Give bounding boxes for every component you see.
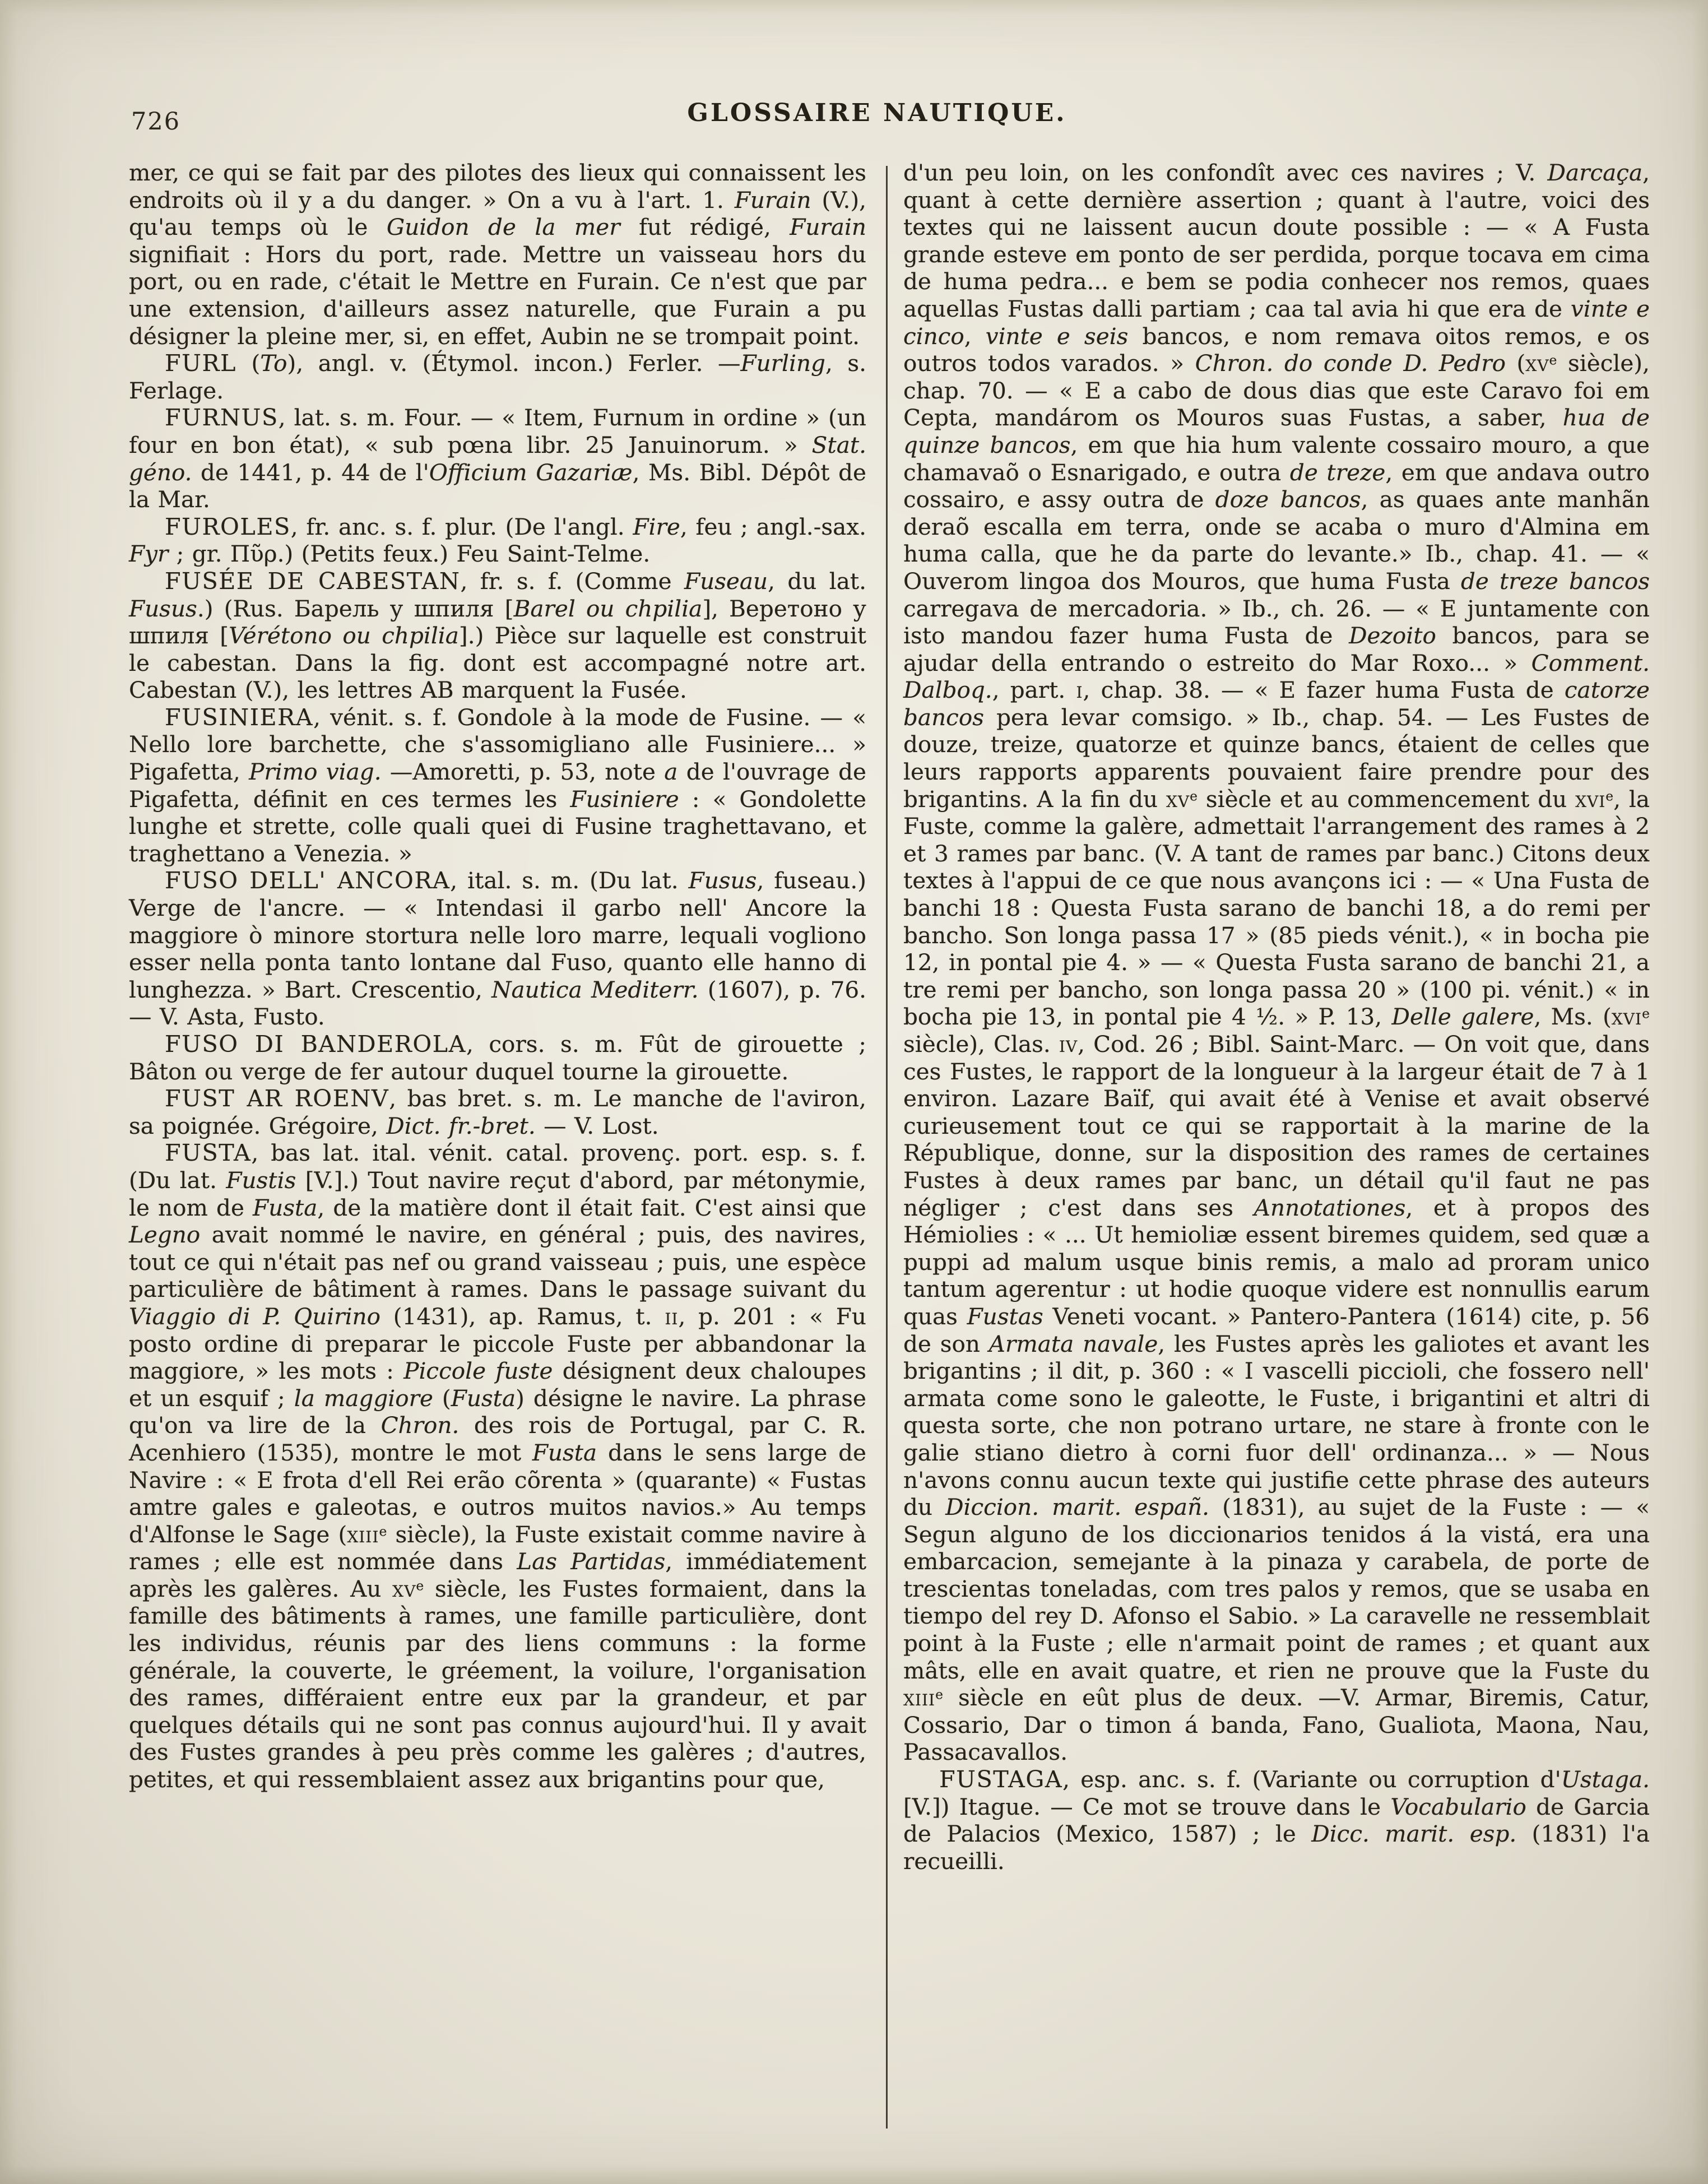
text-run: Furain	[734, 186, 811, 214]
text-run: xvi	[1611, 1003, 1642, 1031]
text-run: , fr. s. f. (Comme	[460, 567, 684, 595]
text-run: de Garcia de Palacios (Mexico, 1587) ; le	[903, 1793, 1650, 1848]
glossary-paragraph	[903, 159, 1650, 1766]
entry-headword: FUSO DELL' ANCORA	[165, 867, 451, 894]
text-run: : « Gondolette lunghe et strette, colle quali quei di Fusine traghettavano, et traghettano a Venezia. »	[129, 785, 866, 867]
text-run: bancos, e nom remava oitos remos, e os outros todos varados. »	[903, 322, 1650, 377]
text-run: Piccole fuste	[403, 1357, 553, 1385]
text-run: Nautica Mediterr.	[491, 976, 699, 1003]
text-run: doze bancos	[1215, 486, 1361, 513]
text-run: (1831), au sujet de la Fuste : — « Segun alguno de los diccionarios tenidos á la vistá, era una embarcacion, semejante à la pinaza y carabela, de porte de trescientas toneladas, com tres palos y remos, que se usaba en tiempo del rey D. Afonso el Sabio. » La caravelle ne ressemblait point à la Fuste ; elle n'armait point de rames ; et quant aux mâts, elle en avait quatre, et rien ne prouve que la Fuste du	[903, 1494, 1650, 1684]
text-run: Ustaga.	[1561, 1766, 1650, 1793]
text-run: e	[379, 1523, 387, 1539]
text-run: Fusus	[129, 595, 197, 622]
text-run: de l'ouvrage de Pigafetta, définit en ces termes les	[129, 758, 867, 813]
text-run: Dicc. marit. esp.	[1311, 1820, 1517, 1848]
entry-headword: FUSINIERA	[165, 703, 314, 731]
text-run: , em que hia hum valente cossairo mouro, a que chamavaõ o Esnarigado, e outra	[903, 431, 1650, 486]
text-run: de treze bancos	[1460, 567, 1650, 595]
text-run: , les Fustes après les galiotes et avant les brigantins ; il dit, p. 360 : « I vascelli piccioli, che fossero nell' armata come sono le galeotte, le Fuste, i brigantini et altri di questa sorte, che non potrano urtare, ne stare à fronte con le galie stiano dietro à corni fuor dell' ordinanza... » — Nous n'avons connu aucun texte qui justifie cette phrase des auteurs du	[903, 1330, 1650, 1521]
entry-headword: FUROLES	[165, 513, 291, 540]
text-run: Delle galere	[1391, 1003, 1534, 1031]
left-column	[129, 159, 866, 1793]
text-run: , vénit. s. f. Gondole à la mode de Fusine. — « Nello lore barchette, che s'assomigliano alle Fusiniere... » Pigafetta,	[129, 703, 866, 786]
text-run: de treze	[1289, 458, 1386, 486]
text-run: —Amoretti, p. 53, note	[381, 758, 665, 786]
text-run: xiii	[903, 1684, 936, 1712]
text-run: ].) Pièce sur laquelle est construit le cabestan. Dans la fig. dont est accompagné notre art. Cabestan (V.), les lettres AB marquent la Fusée.	[129, 622, 867, 704]
glossary-paragraph	[129, 1031, 866, 1085]
text-run: xvi	[1575, 785, 1606, 813]
text-run: e	[935, 1686, 944, 1703]
glossary-paragraph	[129, 513, 866, 568]
text-run: pera levar comsigo. » Ib., chap. 54. — Les Fustes de douze, treize, quatorze et quinze bancs, étaient de celles que leurs rapports apparents pouvaient faire prendre pour des brigantins. A la fin du	[903, 703, 1650, 813]
text-run: e	[1190, 787, 1198, 804]
text-run: Las Partidas	[517, 1548, 666, 1575]
text-run: Fustas	[967, 1302, 1043, 1330]
text-run: siècle), Clas.	[903, 1031, 1059, 1058]
text-run: désignent deux chaloupes et un esquif ;	[129, 1357, 866, 1412]
text-run: , lat. s. m. Four. — « Item, Furnum in ordine » (un four en bon état), « sub pœna libr. 25 Januinorum. »	[129, 404, 866, 458]
column-divider-rule	[886, 166, 888, 2129]
text-run: de 1441, p. 44 de l'	[192, 458, 429, 486]
text-run: siècle en eût plus de deux. —V. Armar, Biremis, Catur, Cossario, Dar o timon á banda, Fano, Gualiota, Maona, Nau, Passacavallos.	[903, 1684, 1650, 1766]
text-run: Annotationes	[1254, 1194, 1406, 1221]
text-run: Darcaça	[1547, 159, 1643, 186]
text-run: ii	[665, 1302, 679, 1330]
text-run: dans le sens large de Navire : « E frota d'ell Rei erão cõrenta » (quarante) « Fustas amtre gales e galeotas, e outros muitos navios.» Au temps d'Alfonse le Sage (	[129, 1439, 866, 1548]
running-head: GLOSSAIRE NAUTIQUE.	[687, 99, 1067, 127]
text-run: mer, ce qui se fait par des pilotes des lieux qui connaissent les endroits où il y a du danger. » On a vu à l'art. 1.	[129, 159, 866, 214]
glossary-paragraph	[129, 350, 866, 404]
glossary-paragraph	[129, 704, 866, 868]
text-run: , la Fuste, comme la galère, admettait l'arrangement des rames à 2 et 3 rames par banc. (V. A tant de rames par banc.) Citons deux textes à l'appui de ce que nous avançons ici : — « Una Fusta de banchi 18 : Questa Fusta sarano de banchi 18, a do remi per bancho. Son longa passa 17 » (85 pieds vénit.), « in bocha pie 12, in pontal pie 4. » — « Questa Fusta sarano de banchi 21, a tre remi per bancho, son longa passa 20 » (100 pi. vénit.) « in bocha pie 13, in pontal pie 4 ½. » P. 13,	[903, 785, 1650, 1031]
text-run: ) désigne le navire. La phrase qu'on va lire de la	[129, 1384, 866, 1439]
text-run: Diccion. marit. españ.	[945, 1494, 1210, 1521]
glossary-paragraph	[129, 1085, 866, 1139]
text-run: Fustis	[226, 1166, 296, 1194]
text-run: , em que andava outro cossairo, e assy outra de	[903, 458, 1650, 513]
text-run: ], Веретоно у шпиля [	[129, 595, 866, 650]
text-run: a	[664, 758, 678, 786]
text-run: i	[1076, 676, 1083, 704]
text-run: Fusus	[688, 867, 757, 894]
text-run: fut rédigé,	[620, 214, 790, 241]
text-run: e	[1642, 1005, 1650, 1022]
text-run: siècle), chap. 70. — « E a cabo de dous dias que este Caravo foi em Cepta, mandárom os Mouros suas Fustas, a saber,	[903, 350, 1650, 432]
text-run: ,	[964, 322, 986, 350]
text-run: Fusiniere	[570, 785, 679, 813]
entry-headword: FUSÉE DE CABESTAN	[165, 567, 461, 595]
text-run: , esp. anc. s. f. (Variante ou corruption d'	[1062, 1766, 1561, 1793]
text-run: catorze bancos	[903, 676, 1650, 731]
entry-headword: FUSTA	[165, 1139, 252, 1167]
text-run: Primo viag.	[249, 758, 382, 786]
text-run: des rois de Portugal, par C. R. Acenhiero (1535), montre le mot	[129, 1412, 866, 1466]
text-run: Viaggio di P. Quirino	[129, 1302, 381, 1330]
text-run: Fusta	[451, 1384, 516, 1412]
text-run: xiii	[347, 1520, 379, 1548]
text-run: Legno	[129, 1221, 201, 1249]
glossary-paragraph	[129, 1139, 866, 1793]
page-number: 726	[131, 108, 181, 136]
entry-headword: FUSO DI BANDEROLA	[165, 1031, 466, 1058]
text-run: , Cod. 26 ; Bibl. Saint-Marc. — On voit que, dans ces Fustes, le rapport de la longueur à la largeur était de 7 à 1 environ. Lazare Baïf, qui avait été à Venise et avait observé curieusement tout ce qui se rapportait à la marine de la République, donne, sur la disposition des rames de certaines Fustes à deux rames par banc, un détail qu'il faut ne pas négliger ; c'est dans ses	[903, 1031, 1650, 1221]
text-run: , bas lat. ital. vénit. catal. provenç. port. esp. s. f. (Du lat.	[129, 1139, 866, 1194]
text-run: ), angl. v. (Étymol. incon.) Ferler. —	[287, 350, 741, 377]
text-run: , du lat.	[768, 567, 866, 595]
text-run: iv	[1059, 1031, 1078, 1058]
text-run: (1831) l'a recueilli.	[903, 1820, 1650, 1875]
text-run: Dezoito	[1349, 622, 1436, 650]
glossary-paragraph	[129, 867, 866, 1031]
text-run: (1431), ap. Ramus, t.	[380, 1302, 665, 1330]
text-run: Dict. fr.-bret.	[386, 1112, 536, 1139]
text-run: , part.	[992, 676, 1076, 704]
text-run: , s. Ferlage.	[129, 350, 866, 404]
text-run: Guidon de la mer	[386, 214, 620, 241]
text-run: To	[260, 350, 287, 377]
text-run: , Ms. Bibl. Dépôt de la Mar.	[129, 458, 866, 513]
text-run: , feu ; angl.-sax.	[680, 513, 866, 540]
text-run: e	[416, 1578, 424, 1594]
text-run: Fusta	[532, 1439, 597, 1466]
text-run: Vérétono ou chpilia	[229, 622, 459, 650]
text-run: (	[433, 1384, 451, 1412]
text-run: , quant à cette dernière assertion ; quant à l'autre, voici des textes qui ne laissent aucun doute possible : — « A Fusta grande esteve em ponto de ser perdida, porque tocava em cima de huma pedra... e bem se podia conhecer nos remos, quaes aquellas Fustas dalli partiam ; caa tal avia hi que era de	[903, 159, 1650, 322]
text-run: bancos, para se ajudar della entrando o estreito do Mar Roxo... »	[903, 622, 1650, 676]
text-run: , p. 201 : « Fu posto ordine di preparar le piccole Fuste per abbandonar la maggiore, » les mots :	[129, 1302, 866, 1385]
text-run: signifiait : Hors du port, rade. Mettre un vaisseau hors du port, ou en rade, c'était le Mettre en Furain. Ce n'est que par une extension, d'ailleurs assez naturelle, que Furain a pu désigner la pleine mer, si, en effet, Aubin ne se trompait point.	[129, 240, 866, 350]
text-run: Vocabulario	[1390, 1793, 1526, 1820]
text-run: vinte e cinco	[903, 295, 1650, 350]
text-run: Officium Gazariæ	[429, 458, 633, 486]
text-run: Furain	[790, 214, 866, 241]
text-run: — V. Lost.	[535, 1112, 659, 1139]
text-run: (V.), qu'au temps où le	[129, 186, 867, 241]
text-run: Fusta	[253, 1194, 318, 1221]
text-run: (1607), p. 76. — V. Asta, Fusto.	[129, 976, 866, 1031]
text-run: (	[1505, 350, 1526, 377]
text-run: , immédiatement après les galères. Au	[129, 1548, 866, 1602]
text-run: , cors. s. m. Fût de girouette ; Bâton ou verge de fer autour duquel tourne la girouette.	[129, 1031, 866, 1085]
text-run: siècle, les Fustes formaient, dans la famille des bâtiments à rames, une famille particulière, dont les individus, réunis par des liens communs : la forme générale, la couverte, le gréement, la voilure, l'organisation des rames, différaient entre eux par la grandeur, et par quelques détails qui ne sont pas connus aujourd'hui. Il y avait des Fustes grandes à peu près comme les galères ; d'autres, petites, et qui ressemblaient assez aux brigantins pour que,	[129, 1575, 866, 1793]
text-run: d'un peu loin, on les confondît avec ces navires ; V.	[903, 159, 1548, 186]
text-run: [V.]) Itague. — Ce mot se trouve dans le	[903, 1793, 1391, 1820]
text-run: ; gr. Πῦρ.) (Petits feux.) Feu Saint-Telme.	[168, 540, 651, 568]
text-run: [V.].) Tout navire reçut d'abord, par métonymie, le nom de	[129, 1166, 866, 1221]
text-run: Barel ou chpilia	[513, 595, 703, 622]
text-run: vinte e seis	[985, 322, 1129, 350]
text-run: Comment. Dalboq.	[903, 649, 1650, 704]
text-run: avait nommé le navire, en général ; puis, des navires, tout ce qui n'était pas nef ou grand vaisseau ; puis, une espèce particulière de bâtiment à rames. Dans le passage suivant du	[129, 1221, 866, 1303]
text-run: Fyr	[129, 540, 169, 568]
text-run: , as quaes ante manhãn deraõ escalla em terra, onde se acaba o muro d'Almina em huma calla, que he da parte do levante.» Ib., chap. 41. — « Ouverom lingoa dos Mouros, que huma Fusta	[903, 486, 1650, 595]
text-run: xv	[1525, 350, 1549, 377]
text-run: , bas bret. s. m. Le manche de l'aviron, sa poignée. Grégoire,	[129, 1085, 866, 1139]
text-run: xv	[392, 1575, 416, 1602]
text-run: e	[1605, 787, 1614, 804]
entry-headword: FURNUS	[165, 404, 279, 432]
text-run: Furling	[740, 350, 825, 377]
text-run: , fr. anc. s. f. plur. (De l'angl.	[290, 513, 633, 540]
entry-headword: FUSTAGA	[939, 1766, 1063, 1793]
text-run: Fire	[633, 513, 680, 540]
glossary-paragraph	[129, 404, 866, 513]
glossary-paragraph	[903, 1766, 1650, 1875]
text-run: (	[236, 350, 261, 377]
text-run: , chap. 38. — « E fazer huma Fusta de	[1083, 676, 1565, 704]
glossary-paragraph	[129, 568, 866, 704]
text-run: Stat. géno.	[129, 431, 866, 486]
text-run: Chron.	[380, 1412, 460, 1439]
text-run: Armata navale	[988, 1330, 1158, 1357]
text-run: , et à propos des Hémiolies : « ... Ut hemioliæ essent biremes quidem, sed quæ a puppi ad malum usque binis remis, a malo ad proram unico tantum agerentur : ut hodie quoque videre est nonnullis earum quas	[903, 1194, 1650, 1330]
glossary-paragraph	[129, 159, 866, 350]
text-run: siècle), la Fuste existait comme navire à rames ; elle est nommée dans	[129, 1520, 866, 1575]
text-run: siècle et au commencement du	[1198, 785, 1576, 813]
entry-headword: FUST AR ROENV	[165, 1085, 389, 1112]
text-run: , fuseau.) Verge de l'ancre. — « Intendasi il garbo nell' Ancore la maggiore ò minore stortura nelle loro marre, lequali vogliono esser nella ponta tanto lontane dal Fuso, quanto elle hanno di lunghezza. » Bart. Crescentio,	[129, 867, 866, 1003]
text-run: Chron. do conde D. Pedro	[1195, 350, 1506, 377]
text-run: Fuseau	[684, 567, 768, 595]
text-run: la maggiore	[294, 1384, 433, 1412]
entry-headword: FURL	[165, 350, 236, 377]
text-run: , Ms. (	[1534, 1003, 1612, 1031]
text-run: , ital. s. m. (Du lat.	[450, 867, 689, 894]
text-run: xv	[1166, 785, 1190, 813]
text-run: , de la matière dont il était fait. C'est ainsi que	[317, 1194, 866, 1221]
text-run: .) (Rus. Барель у шпиля [	[197, 595, 514, 622]
text-run: e	[1549, 352, 1557, 368]
right-column	[903, 159, 1650, 1875]
text-run: Veneti vocant. » Pantero-Pantera (1614) cite, p. 56 de son	[903, 1302, 1650, 1357]
text-run: carregava de mercadoria. » Ib., ch. 26. — « E juntamente con isto mandou fazer huma Fusta de	[903, 595, 1650, 650]
text-run: hua de quinze bancos	[903, 404, 1650, 458]
